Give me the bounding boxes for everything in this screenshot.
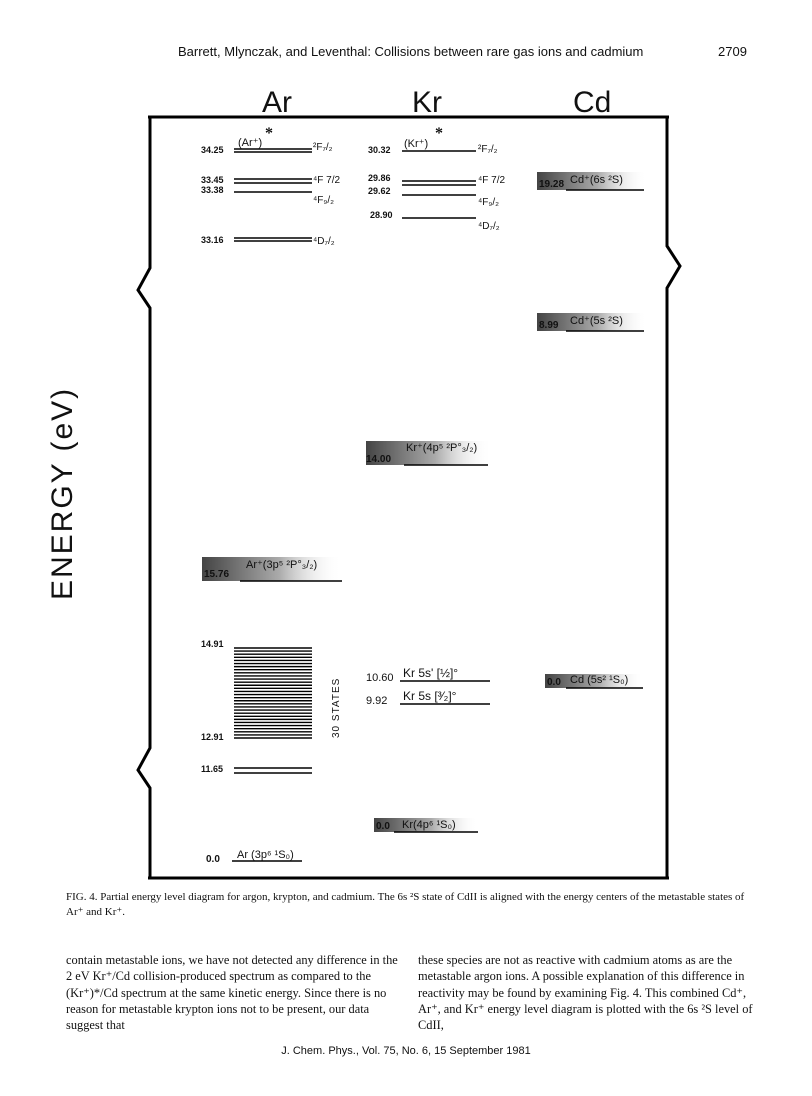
page-number: 2709 (718, 44, 747, 59)
body-text-left-column (66, 952, 406, 1033)
cd-ground-state-label: Cd (5s² ¹S₀) (570, 674, 629, 686)
ar-star-mark: * (265, 125, 273, 142)
ar-term-4F92: ⁴F₉/₂ (313, 195, 335, 206)
ar-ground-state-label: Ar (3p⁶ ¹S₀) (237, 849, 294, 861)
kr-metastable-ion-label: (Kr⁺) (404, 138, 429, 150)
ar-11-65-levels (234, 768, 312, 773)
diagram-frame-left (138, 117, 150, 878)
cd-6s-state-label: Cd⁺(6s ²S) (570, 174, 623, 186)
kr-metastable-levels (402, 151, 476, 218)
column-heading-cd: Cd (573, 86, 612, 119)
column-heading-kr: Kr (412, 86, 442, 119)
kr-term-4F72: ⁴F 7/2 (478, 175, 506, 186)
column-heading-ar: Ar (262, 86, 292, 119)
figure-caption: FIG. 4. Partial energy level diagram for argon, krypton, and cadmium. The 6s ²S state of CdII is aligned with the energy centers of the metastable states of Ar⁺ and Kr⁺. (66, 891, 745, 918)
kr-level-29-86: 29.86 (368, 173, 391, 183)
kr-level-9-92: 9.92 (366, 695, 388, 707)
ar-level-14-91: 14.91 (201, 639, 224, 649)
ar-level-0-0: 0.0 (206, 854, 220, 865)
ar-thirty-states-band (234, 648, 312, 738)
ar-metastable-ion-label: (Ar⁺) (238, 137, 263, 149)
ar-level-34-25: 34.25 (201, 145, 224, 155)
ar-level-11-65: 11.65 (201, 764, 224, 774)
cd-level-0-0: 0.0 (547, 677, 561, 688)
body-paragraph-right: these species are not as reactive with cadmium atoms as are the metastable argon ions. A possible explanation of this difference in reactivity may be found by examining Fig. 4. This combined Cd⁺, Ar⁺, and Kr⁺ energy level diagram is plotted with the 6s ²S level of CdII, (418, 953, 753, 1033)
ar-level-12-91: 12.91 (201, 732, 224, 742)
journal-footer: J. Chem. Phys., Vol. 75, No. 6, 15 September 1981 (281, 1045, 531, 1057)
energy-axis-label: ENERGY (eV) (46, 386, 79, 600)
ar-level-33-16: 33.16 (201, 235, 224, 245)
kr-term-4F92: ⁴F₉/₂ (478, 197, 500, 208)
kr-level-30-32: 30.32 (368, 145, 391, 155)
kr-term-2F: ²F₇/₂ (478, 144, 498, 155)
running-head: Barrett, Mlynczak, and Leventhal: Collisions between rare gas ions and cadmium (178, 44, 644, 59)
kr-level-28-90: 28.90 (370, 210, 393, 220)
ar-metastable-levels (234, 149, 312, 241)
ar-term-4D: ⁴D₇/₂ (313, 236, 335, 247)
diagram-frame-right (667, 117, 680, 878)
ar-term-4F72: ⁴F 7/2 (313, 175, 341, 186)
kr-5sprime-label: Kr 5s' [½]° (403, 666, 459, 680)
ar-level-33-45: 33.45 (201, 175, 224, 185)
kr-level-29-62: 29.62 (368, 186, 391, 196)
body-paragraph-left: contain metastable ions, we have not detected any difference in the 2 eV Kr⁺/Cd collision-produced spectrum as compared to the (Kr⁺)*/Cd spectrum at the same kinetic energy. Since there is no reason for metastable krypton ions not to be present, our data suggest that (66, 953, 398, 1033)
ar-level-33-38: 33.38 (201, 185, 224, 195)
ar-term-2F: ²F₇/₂ (313, 142, 333, 153)
kr-level-0-0: 0.0 (376, 821, 390, 832)
cd-5s-ion-state-label: Cd⁺(5s ²S) (570, 315, 623, 327)
ar-ion-state-label: Ar⁺(3p⁵ ²P°₃/₂) (246, 559, 318, 571)
cd-level-19-28: 19.28 (539, 179, 565, 190)
kr-ground-state-label: Kr(4p⁶ ¹S₀) (402, 819, 456, 831)
kr-level-14-00: 14.00 (366, 454, 392, 465)
thirty-states-label: 30 STATES (331, 677, 342, 738)
kr-5s-label: Kr 5s [³⁄₂]° (403, 689, 457, 703)
kr-term-4D: ⁴D₇/₂ (478, 221, 500, 232)
ar-level-15-76: 15.76 (204, 569, 230, 580)
kr-ion-state-label: Kr⁺(4p⁵ ²P°₃/₂) (406, 442, 478, 454)
kr-star-mark: * (435, 125, 443, 142)
body-text-right-column (418, 952, 758, 1033)
kr-level-10-60: 10.60 (366, 672, 394, 684)
cd-level-8-99: 8.99 (539, 320, 559, 331)
